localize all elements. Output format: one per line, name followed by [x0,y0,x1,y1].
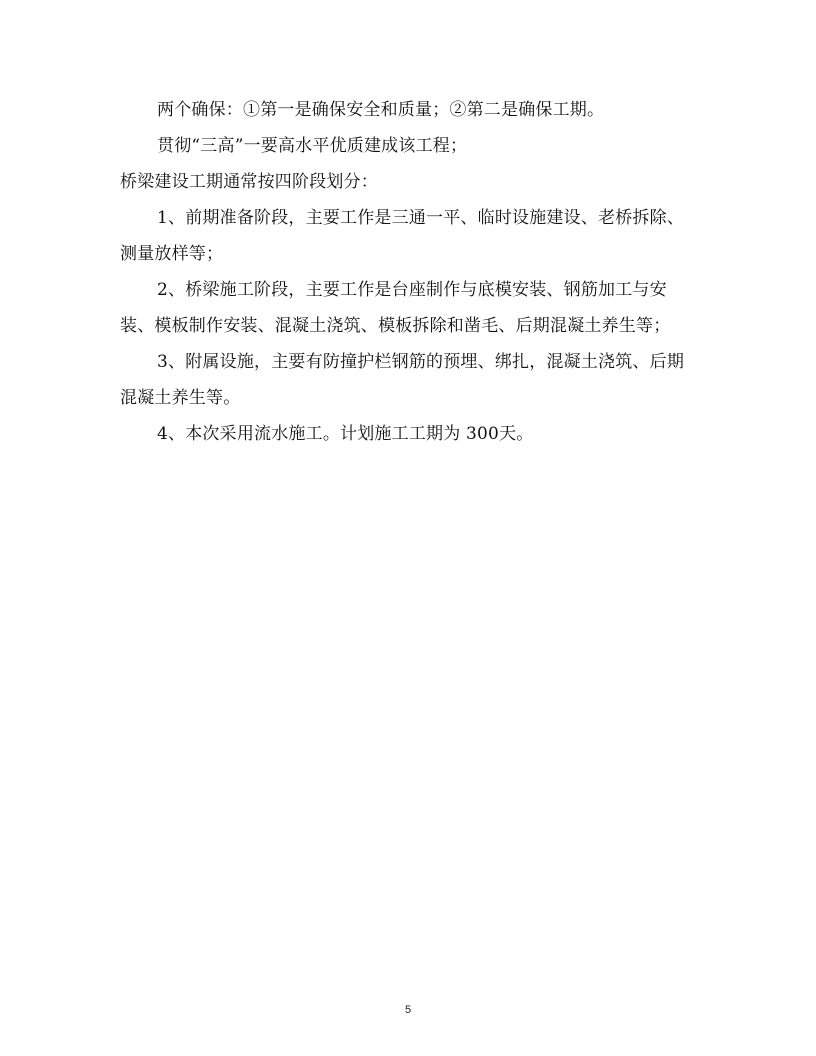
document-body [120,92,696,452]
paragraph-phase-2: 2、桥梁施工阶段，主要工作是台座制作与底模安装、钢筋加工与安装、模板制作安装、混凝土浇筑、模板拆除和凿毛、后期混凝土养生等； [120,280,671,336]
paragraph-phase-1: 1、前期准备阶段，主要工作是三通一平、临时设施建设、老桥拆除、测量放样等； [120,208,685,264]
page-number: 5 [404,1004,412,1016]
paragraph-phase-4: 4、本次采用流水施工。计划施工工期为 300天。 [157,424,534,444]
paragraph-two-guarantees: 两个确保：①第一是确保安全和质量；②第二是确保工期。 [157,100,605,120]
paragraph-phase-3: 3、附属设施，主要有防撞护栏钢筋的预埋、绑扎，混凝土浇筑、后期混凝土养生等。 [120,352,685,408]
paragraph-three-highs: 贯彻“三高”一要高水平优质建成该工程； [157,136,468,156]
paragraph-construction-phases-intro: 桥梁建设工期通常按四阶段划分： [120,172,378,192]
